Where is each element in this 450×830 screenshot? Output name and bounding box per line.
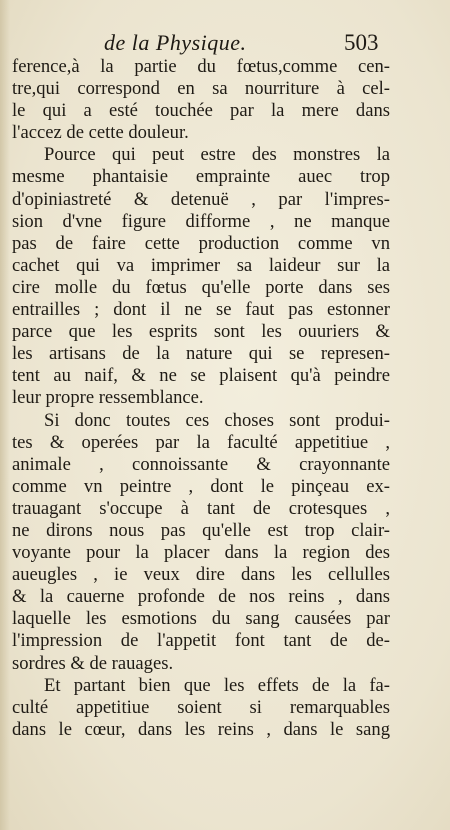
text-line: tes & operées par la faculté appetitiue , xyxy=(12,431,390,453)
body-text xyxy=(12,56,390,741)
text-line: ference,à la partie du fœtus,comme cen- xyxy=(12,56,390,77)
page-number: 503 xyxy=(344,30,379,55)
text-line: comme vn peintre , dont le pinçeau ex- xyxy=(12,475,390,497)
text-line: l'impression de l'appetit font tant de de- xyxy=(12,630,390,652)
paragraph xyxy=(12,675,390,741)
running-head xyxy=(0,30,450,58)
text-line: voyante pour la placer dans la region des xyxy=(12,542,390,564)
text-line: cachet qui va imprimer sa laideur sur la xyxy=(12,254,390,276)
paragraph xyxy=(12,144,390,409)
text-line: cire molle du fœtus qu'elle porte dans ses xyxy=(12,276,390,298)
text-line: Et partant bien que les effets de la fa- xyxy=(44,674,390,696)
text-line: dans le cœur, dans les reins , dans le sang xyxy=(12,718,390,740)
text-line: parce que les esprits sont les ouuriers & xyxy=(12,321,390,343)
text-line: Pource qui peut estre des monstres la xyxy=(44,144,390,166)
running-title: de la Physique. xyxy=(104,30,247,55)
text-line: trauagant s'occupe à tant de crotesques , xyxy=(12,497,390,519)
text-line: tre,qui correspond en sa nourriture à cel- xyxy=(12,78,390,100)
text-line: animale , connoissante & crayonnante xyxy=(12,453,390,475)
text-line: & la cauerne profonde de nos reins , dans xyxy=(12,586,390,608)
text-line: ne dirons nous pas qu'elle est trop clair- xyxy=(12,519,390,541)
text-line: culté appetitiue soient si remarquables xyxy=(12,696,390,718)
text-line: les artisans de la nature qui se represen- xyxy=(12,343,390,365)
text-line: Si donc toutes ces choses sont produi- xyxy=(44,409,390,431)
text-line: d'opiniastreté & detenuë , par l'impres- xyxy=(12,188,390,210)
text-line: le qui a esté touchée par la mere dans xyxy=(12,100,390,122)
text-line: entrailles ; dont il ne se faut pas estonner xyxy=(12,299,390,321)
paragraph xyxy=(12,410,390,675)
text-line: sion d'vne figure difforme , ne manque xyxy=(12,210,390,232)
text-line: tent au naif, & ne se plaisent qu'à peindre xyxy=(12,365,390,387)
text-line: pas de faire cette production comme vn xyxy=(12,232,390,254)
text-line: sordres & de rauages. xyxy=(12,652,174,674)
paragraph xyxy=(12,56,390,144)
text-line: mesme phantaisie emprainte auec trop xyxy=(12,166,390,188)
text-line: aueugles , ie veux dire dans les cellulles xyxy=(12,564,390,586)
text-line: leur propre ressemblance. xyxy=(12,387,204,409)
text-line: l'accez de cette douleur. xyxy=(12,122,189,144)
text-line: laquelle les esmotions du sang causées par xyxy=(12,608,390,630)
